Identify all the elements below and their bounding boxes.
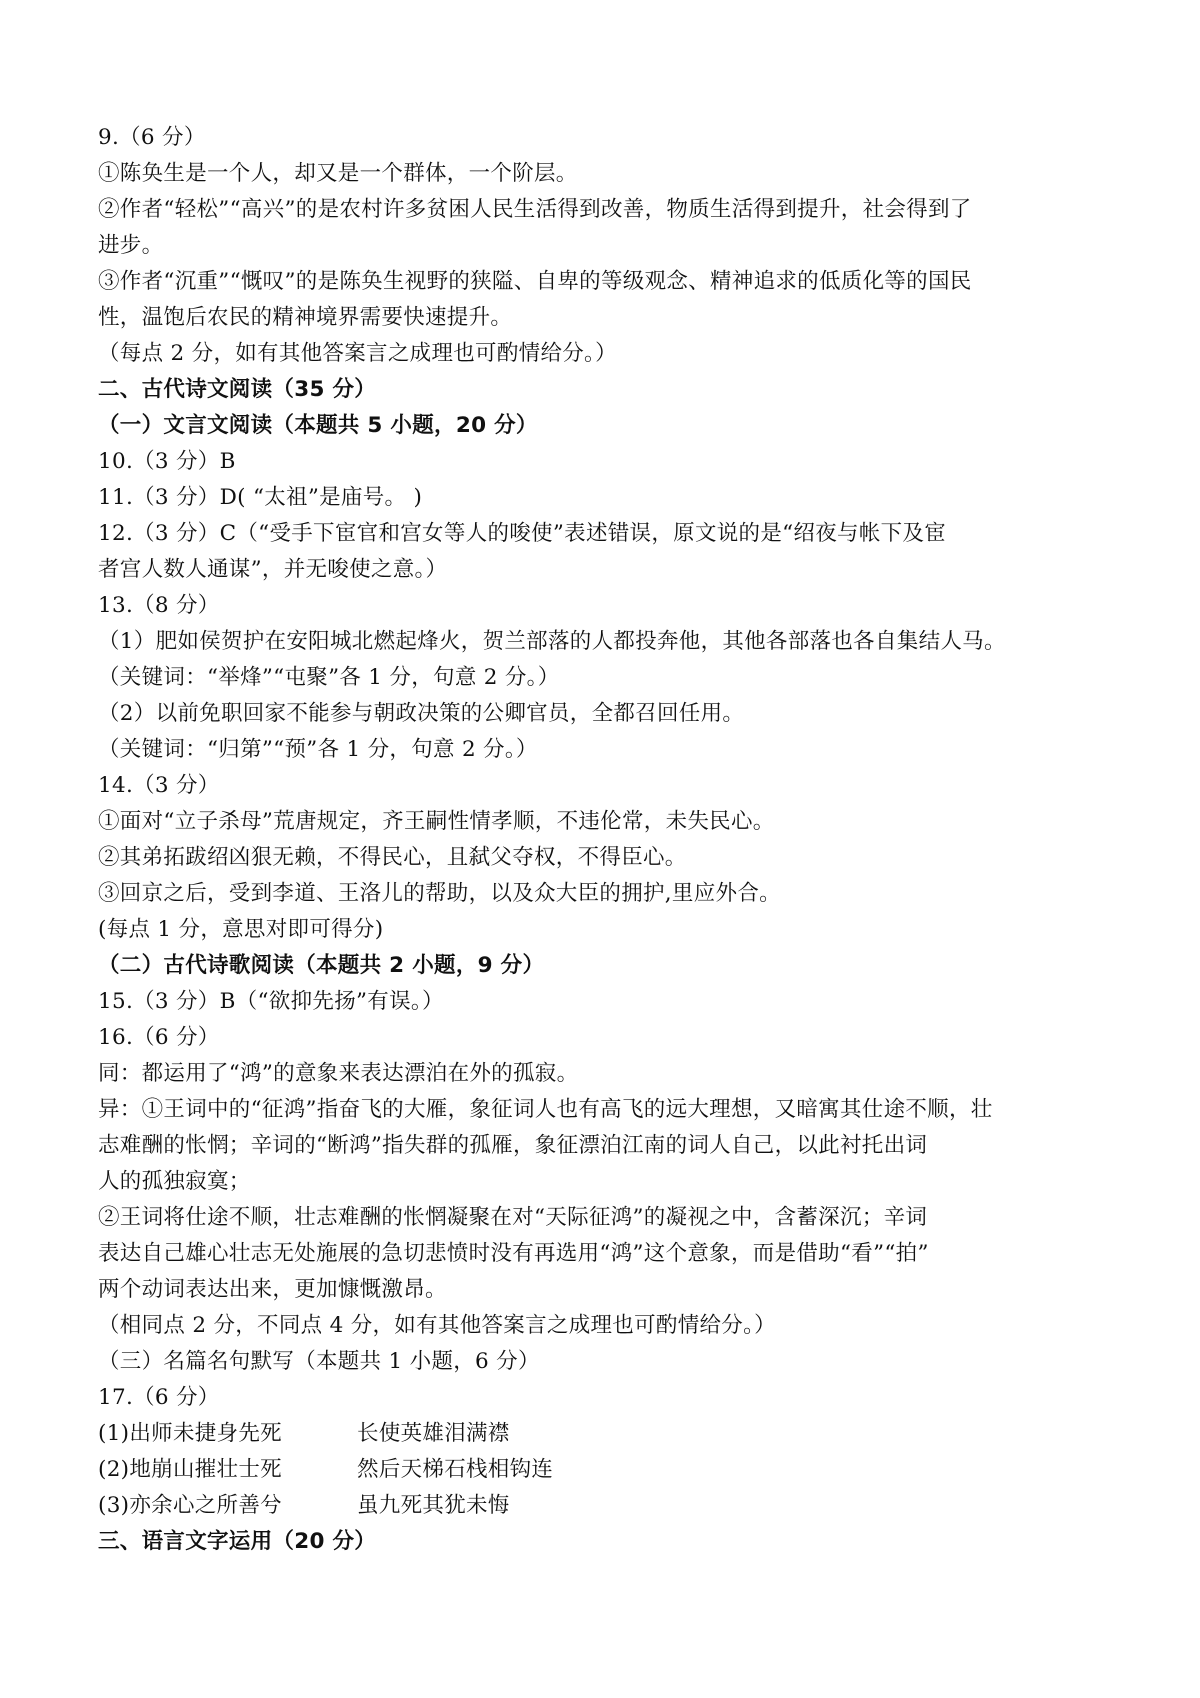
- q16-difference-2-cont2: 两个动词表达出来，更加慷慨激昂。: [98, 1277, 447, 1302]
- q9-scoring-note: （每点 2 分，如有其他答案言之成理也可酌情给分。）: [98, 341, 617, 366]
- q12-answer: 12.（3 分）C（“受手下宦官和宫女等人的唆使”表述错误，原文说的是“绍夜与帐下及宦: [98, 521, 947, 546]
- q15-answer: 15.（3 分）B（“欲抑先扬”有误。）: [98, 989, 444, 1014]
- q16-difference-2: ②王词将仕途不顺，壮志难酬的怅惘凝聚在对“天际征鸿”的凝视之中，含蓄深沉；辛词: [98, 1205, 928, 1230]
- q17-answer-2: [98, 1452, 1118, 1488]
- q13-part-2: （2）以前免职回家不能参与朝政决策的公卿官员，全都召回任用。: [98, 701, 745, 726]
- q17-answer-2-first: (2)地崩山摧壮士死: [98, 1457, 282, 1482]
- q13-part-2-keywords: （关键词：“归第”“预”各 1 分，句意 2 分。）: [98, 737, 538, 762]
- q9-point-3-cont: 性，温饱后农民的精神境界需要快速提升。: [98, 305, 513, 330]
- q16-difference-2-cont: 表达自己雄心壮志无处施展的急切悲愤时没有再选用“鸿”这个意象，而是借助“看”“拍”: [98, 1241, 929, 1266]
- q9-heading: 9.（6 分）: [98, 125, 206, 150]
- q17-answer-1-second: 长使英雄泪满襟: [357, 1421, 510, 1446]
- q17-answer-3-second: 虽九死其犹未悔: [357, 1493, 510, 1518]
- q10-answer: 10.（3 分）B: [98, 449, 236, 474]
- q13-part-1: （1）肥如侯贺护在安阳城北燃起烽火，贺兰部落的人都投奔他，其他各部落也各自集结人马。: [98, 629, 1006, 654]
- q16-difference-1: 异：①王词中的“征鸿”指奋飞的大雁，象征词人也有高飞的远大理想，又暗寓其仕途不顺，壮: [98, 1097, 993, 1122]
- q17-answer-1: [98, 1416, 1118, 1452]
- q16-scoring-note: （相同点 2 分，不同点 4 分，如有其他答案言之成理也可酌情给分。）: [98, 1313, 776, 1338]
- subsection-classical-prose-heading: （一）文言文阅读（本题共 5 小题，20 分）: [98, 413, 538, 438]
- q17-heading: 17.（6 分）: [98, 1385, 220, 1410]
- q14-point-2: ②其弟拓跋绍凶狠无赖，不得民心，且弑父夺权，不得臣心。: [98, 845, 687, 870]
- q17-answer-3: [98, 1488, 1118, 1524]
- q14-point-1: ①面对“立子杀母”荒唐规定，齐王嗣性情孝顺，不违伦常，未失民心。: [98, 809, 775, 834]
- q9-point-3: ③作者“沉重”“慨叹”的是陈奂生视野的狭隘、自卑的等级观念、精神追求的低质化等的国民: [98, 269, 972, 294]
- q16-difference-1-cont2: 人的孤独寂寞；: [98, 1169, 251, 1194]
- section-two-heading: 二、古代诗文阅读（35 分）: [98, 377, 377, 402]
- q16-heading: 16.（6 分）: [98, 1025, 220, 1050]
- q11-answer: 11.（3 分）D( “太祖”是庙号。 ): [98, 485, 423, 510]
- answer-sheet-page: [98, 120, 1118, 1560]
- subsection-poetry-heading: （二）古代诗歌阅读（本题共 2 小题，9 分）: [98, 953, 545, 978]
- q14-scoring-note: (每点 1 分，意思对即可得分): [98, 917, 384, 942]
- q9-point-2-cont: 进步。: [98, 233, 164, 258]
- section-three-heading: 三、语言文字运用（20 分）: [98, 1529, 377, 1554]
- q17-answer-1-first: (1)出师未捷身先死: [98, 1421, 282, 1446]
- q17-answer-3-first: (3)亦余心之所善兮: [98, 1493, 282, 1518]
- q9-point-1: ①陈奂生是一个人，却又是一个群体，一个阶层。: [98, 161, 578, 186]
- q13-heading: 13.（8 分）: [98, 593, 220, 618]
- q13-part-1-keywords: （关键词：“举烽”“屯聚”各 1 分，句意 2 分。）: [98, 665, 560, 690]
- q16-difference-1-cont: 志难酬的怅惘；辛词的“断鸿”指失群的孤雁，象征漂泊江南的词人自己，以此衬托出词: [98, 1133, 928, 1158]
- q16-similarity: 同：都运用了“鸿”的意象来表达漂泊在外的孤寂。: [98, 1061, 579, 1086]
- q17-answer-2-second: 然后天梯石栈相钩连: [357, 1457, 554, 1482]
- q14-point-3: ③回京之后，受到李道、王洛儿的帮助，以及众大臣的拥护,里应外合。: [98, 881, 781, 906]
- q14-heading: 14.（3 分）: [98, 773, 220, 798]
- subsection-recitation-heading: （三）名篇名句默写（本题共 1 小题，6 分）: [98, 1349, 540, 1374]
- q9-point-2: ②作者“轻松”“高兴”的是农村许多贫困人民生活得到改善，物质生活得到提升，社会得到了: [98, 197, 972, 222]
- q12-answer-cont: 者宫人数人通谋”，并无唆使之意。）: [98, 557, 448, 582]
